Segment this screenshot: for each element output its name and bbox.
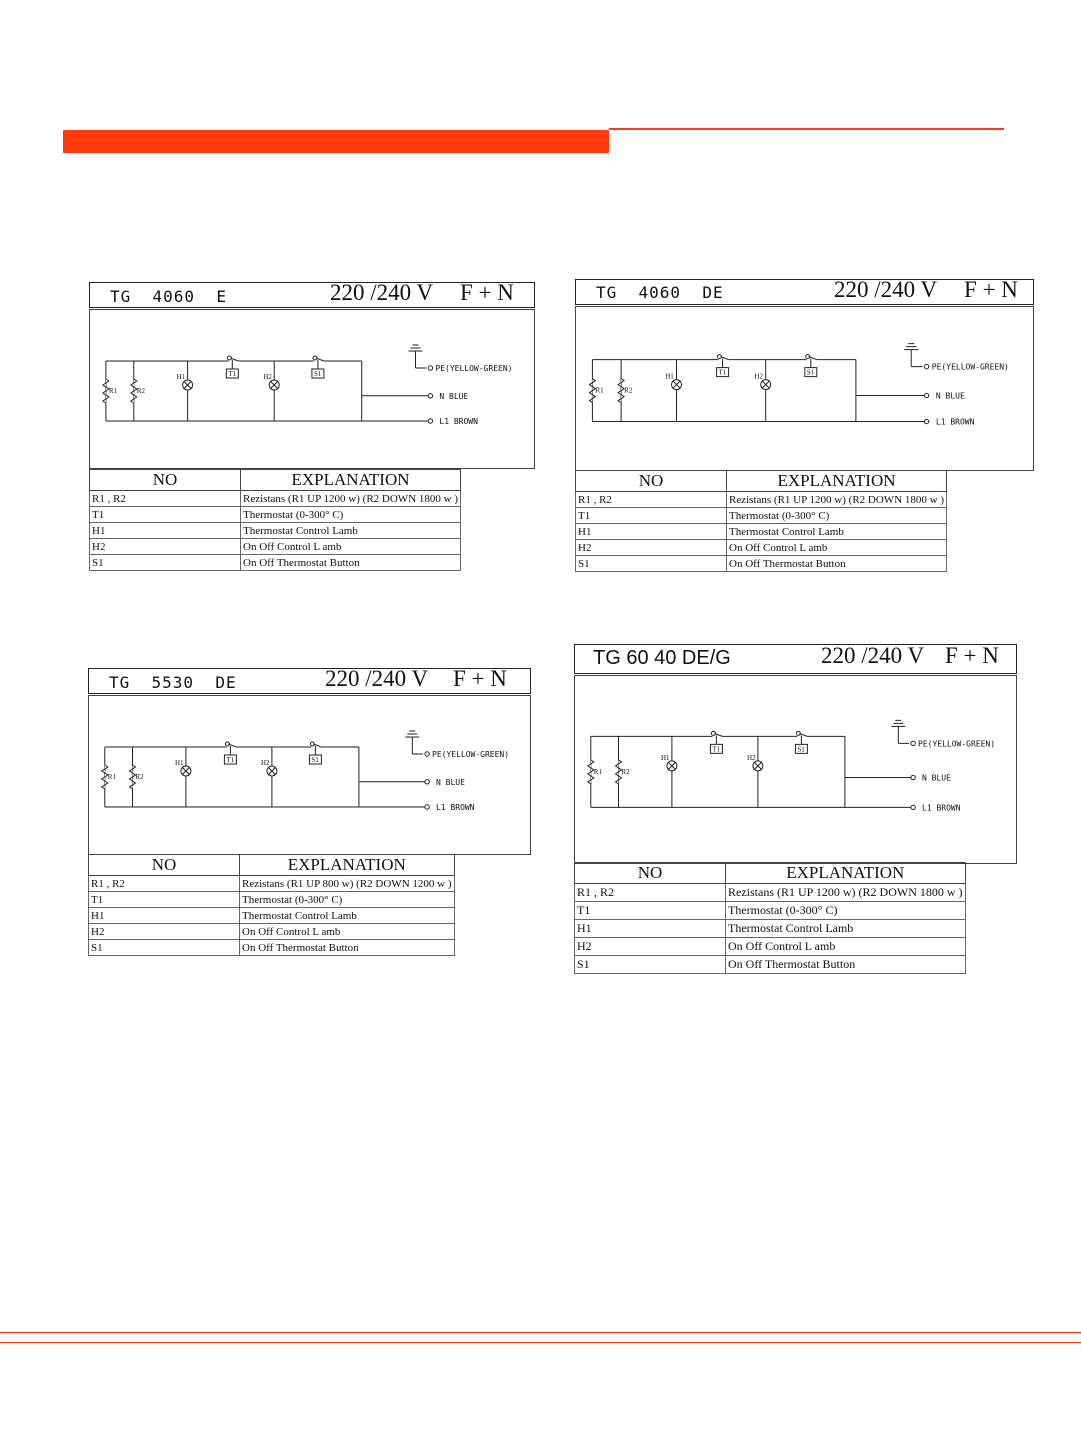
legend-description: Thermostat Control Lamb xyxy=(241,523,461,539)
legend-code: R1 , R2 xyxy=(90,491,241,507)
legend-row xyxy=(576,508,947,524)
circuit-svg xyxy=(575,676,1016,863)
component-legend-table xyxy=(574,862,966,974)
switch-blade xyxy=(809,357,817,360)
legend-code: H1 xyxy=(89,908,240,924)
legend-description: Thermostat (0-300° C) xyxy=(727,508,947,524)
lamp-h2-icon xyxy=(269,380,279,390)
legend-row xyxy=(576,556,947,572)
header-accent-bar xyxy=(63,130,609,153)
model-name: TG 4060 DE xyxy=(596,283,724,302)
legend-row xyxy=(575,938,966,956)
legend-header-explanation: EXPLANATION xyxy=(727,471,947,492)
voltage-rating: 220 /240 V xyxy=(330,280,434,305)
legend-row xyxy=(89,908,455,924)
legend-code: R1 , R2 xyxy=(576,492,727,508)
lamp-h1-icon xyxy=(672,380,682,390)
lamp-h1-icon xyxy=(181,766,191,776)
label-h1: H1 xyxy=(175,759,184,767)
legend-description: Rezistans (R1 UP 1200 w) (R2 DOWN 1800 w ) xyxy=(726,884,966,902)
circuit-svg xyxy=(576,307,1033,470)
legend-code: T1 xyxy=(89,892,240,908)
legend-code: H2 xyxy=(576,540,727,556)
circuit-wires xyxy=(592,350,924,422)
circuit-schematic xyxy=(88,695,531,855)
legend-code: T1 xyxy=(90,507,241,523)
legend-description: On Off Thermostat Button xyxy=(241,555,461,571)
legend-row xyxy=(575,902,966,920)
legend-row xyxy=(90,491,461,507)
label-t1: T1 xyxy=(718,368,727,377)
label-r2: R2 xyxy=(135,773,144,781)
legend-row xyxy=(90,523,461,539)
resistor-r2-icon xyxy=(618,379,624,403)
legend-header-no: NO xyxy=(576,471,727,492)
label-h2: H2 xyxy=(754,372,763,381)
legend-code: S1 xyxy=(90,555,241,571)
diagram-title-bar xyxy=(89,282,535,308)
switch-blade xyxy=(313,744,321,747)
legend-description: Rezistans (R1 UP 1200 w) (R2 DOWN 1800 w ) xyxy=(727,492,947,508)
legend-description: Thermostat (0-300° C) xyxy=(726,902,966,920)
terminal-l1 xyxy=(428,419,432,423)
voltage-rating: 220 /240 V xyxy=(325,666,429,691)
label-h2: H2 xyxy=(261,759,270,767)
legend-code: S1 xyxy=(89,940,240,956)
voltage-rating: 220 /240 V xyxy=(834,277,938,302)
label-l1: L1 BROWN xyxy=(922,803,961,813)
legend-description: Rezistans (R1 UP 1200 w) (R2 DOWN 1800 w ) xyxy=(241,491,461,507)
legend-row xyxy=(575,884,966,902)
switch-blade xyxy=(316,358,324,361)
label-t1: T1 xyxy=(228,370,237,378)
terminal-l1 xyxy=(425,805,429,809)
circuit-wires xyxy=(105,737,425,807)
terminal-n xyxy=(911,775,915,779)
legend-row xyxy=(89,940,455,956)
label-r2: R2 xyxy=(624,386,633,395)
legend-code: T1 xyxy=(576,508,727,524)
label-t1: T1 xyxy=(712,745,721,754)
legend-description: Thermostat Control Lamb xyxy=(727,524,947,540)
legend-description: On Off Thermostat Button xyxy=(726,956,966,974)
legend-rows xyxy=(89,876,455,956)
footer-line-top xyxy=(0,1332,1081,1333)
legend-header-no: NO xyxy=(89,855,240,876)
circuit-wires xyxy=(106,351,429,421)
terminal-pe xyxy=(924,364,928,368)
circuit-wires xyxy=(591,726,911,807)
legend-description: Thermostat Control Lamb xyxy=(240,908,455,924)
legend-description: On Off Control L amb xyxy=(727,540,947,556)
lamp-h1-icon xyxy=(183,380,193,390)
legend-rows xyxy=(90,491,461,571)
legend-row xyxy=(90,539,461,555)
model-name: TG 4060 E xyxy=(110,287,227,306)
legend-row xyxy=(89,892,455,908)
earth-icon xyxy=(409,345,423,351)
component-legend-table xyxy=(88,854,455,956)
circuit-svg xyxy=(90,310,534,468)
voltage-rating: 220 /240 V xyxy=(821,643,925,668)
model-name: TG 5530 DE xyxy=(109,673,237,692)
earth-icon xyxy=(405,731,419,737)
label-r2: R2 xyxy=(136,387,145,395)
lamp-h2-icon xyxy=(267,766,277,776)
earth-icon xyxy=(904,344,918,350)
label-h1: H1 xyxy=(665,372,674,381)
terminal-n xyxy=(428,394,432,398)
model-name: TG 60 40 DE/G xyxy=(593,647,731,669)
lamp-h2-icon xyxy=(753,761,763,771)
legend-rows xyxy=(575,884,966,974)
legend-header-no: NO xyxy=(575,863,726,884)
label-r1: R1 xyxy=(595,386,604,395)
circuit-svg xyxy=(89,696,530,854)
legend-header-no: NO xyxy=(90,470,241,491)
circuit-schematic xyxy=(574,675,1017,864)
label-pe: PE(YELLOW-GREEN) xyxy=(432,750,510,759)
legend-header-row xyxy=(576,471,947,492)
legend-row xyxy=(575,920,966,938)
legend-code: S1 xyxy=(576,556,727,572)
label-pe: PE(YELLOW-GREEN) xyxy=(931,362,1009,372)
legend-description: Thermostat Control Lamb xyxy=(726,920,966,938)
label-l1: L1 BROWN xyxy=(935,417,975,427)
legend-code: H1 xyxy=(575,920,726,938)
component-legend-table xyxy=(575,470,947,572)
diagram-title-bar xyxy=(88,668,531,694)
label-n: N BLUE xyxy=(436,777,465,787)
label-n: N BLUE xyxy=(935,391,965,401)
supply-type: F + N xyxy=(460,280,514,305)
component-legend-table xyxy=(89,469,461,571)
switch-blade xyxy=(228,744,236,747)
label-pe: PE(YELLOW-GREEN) xyxy=(435,364,513,373)
legend-description: Thermostat (0-300° C) xyxy=(240,892,455,908)
legend-row xyxy=(90,555,461,571)
legend-code: H2 xyxy=(575,938,726,956)
label-n: N BLUE xyxy=(922,773,951,783)
switch-blade xyxy=(799,733,807,736)
legend-rows xyxy=(576,492,947,572)
terminal-pe xyxy=(911,741,915,745)
legend-description: Thermostat (0-300° C) xyxy=(241,507,461,523)
switch-blade xyxy=(721,357,729,360)
legend-header-explanation: EXPLANATION xyxy=(241,470,461,491)
legend-code: H2 xyxy=(89,924,240,940)
label-h1: H1 xyxy=(661,753,670,762)
legend-header-explanation: EXPLANATION xyxy=(240,855,455,876)
label-r1: R1 xyxy=(108,387,118,395)
legend-row xyxy=(575,956,966,974)
legend-row xyxy=(89,924,455,940)
legend-code: H2 xyxy=(90,539,241,555)
switch-blade xyxy=(230,358,238,361)
legend-description: On Off Control L amb xyxy=(726,938,966,956)
legend-header-row xyxy=(575,863,966,884)
terminal-l1 xyxy=(924,419,928,423)
label-h2: H2 xyxy=(747,753,756,762)
legend-row xyxy=(576,540,947,556)
label-pe: PE(YELLOW-GREEN) xyxy=(918,739,996,749)
supply-type: F + N xyxy=(945,643,999,668)
legend-header-row xyxy=(89,855,455,876)
diagram-title-bar xyxy=(574,644,1017,674)
footer-line-bottom xyxy=(0,1342,1081,1343)
diagram-title-bar xyxy=(575,279,1034,305)
legend-code: R1 , R2 xyxy=(89,876,240,892)
legend-row xyxy=(576,524,947,540)
switch-blade xyxy=(714,733,722,736)
lamp-h2-icon xyxy=(761,380,771,390)
legend-header-row xyxy=(90,470,461,491)
supply-type: F + N xyxy=(964,277,1018,302)
legend-code: R1 , R2 xyxy=(575,884,726,902)
legend-row xyxy=(89,876,455,892)
legend-code: H1 xyxy=(90,523,241,539)
label-r2: R2 xyxy=(621,767,630,776)
resistor-r1-icon xyxy=(589,379,595,403)
label-h2: H2 xyxy=(263,373,272,381)
label-s1: S1 xyxy=(311,756,319,764)
legend-code: T1 xyxy=(575,902,726,920)
supply-type: F + N xyxy=(453,666,507,691)
legend-code: H1 xyxy=(576,524,727,540)
terminal-pe xyxy=(425,752,429,756)
legend-row xyxy=(576,492,947,508)
label-r1: R1 xyxy=(107,773,116,781)
label-h1: H1 xyxy=(176,373,186,381)
legend-header-explanation: EXPLANATION xyxy=(726,863,966,884)
legend-description: On Off Thermostat Button xyxy=(240,940,455,956)
label-l1: L1 BROWN xyxy=(436,803,475,812)
legend-description: Rezistans (R1 UP 800 w) (R2 DOWN 1200 w ) xyxy=(240,876,455,892)
label-s1: S1 xyxy=(314,370,322,378)
label-n: N BLUE xyxy=(439,391,469,401)
circuit-schematic xyxy=(575,306,1034,471)
label-r1: R1 xyxy=(593,767,602,776)
label-l1: L1 BROWN xyxy=(439,417,478,426)
label-s1: S1 xyxy=(797,745,805,754)
terminal-l1 xyxy=(911,805,915,809)
legend-row xyxy=(90,507,461,523)
label-t1: T1 xyxy=(226,756,235,764)
lamp-h1-icon xyxy=(667,761,677,771)
terminal-pe xyxy=(428,366,432,370)
legend-description: On Off Control L amb xyxy=(240,924,455,940)
legend-description: On Off Thermostat Button xyxy=(727,556,947,572)
header-accent-line xyxy=(609,128,1004,130)
earth-icon xyxy=(891,720,905,726)
terminal-n xyxy=(425,780,429,784)
legend-code: S1 xyxy=(575,956,726,974)
legend-description: On Off Control L amb xyxy=(241,539,461,555)
label-s1: S1 xyxy=(806,368,815,377)
circuit-schematic xyxy=(89,309,535,469)
terminal-n xyxy=(924,393,928,397)
